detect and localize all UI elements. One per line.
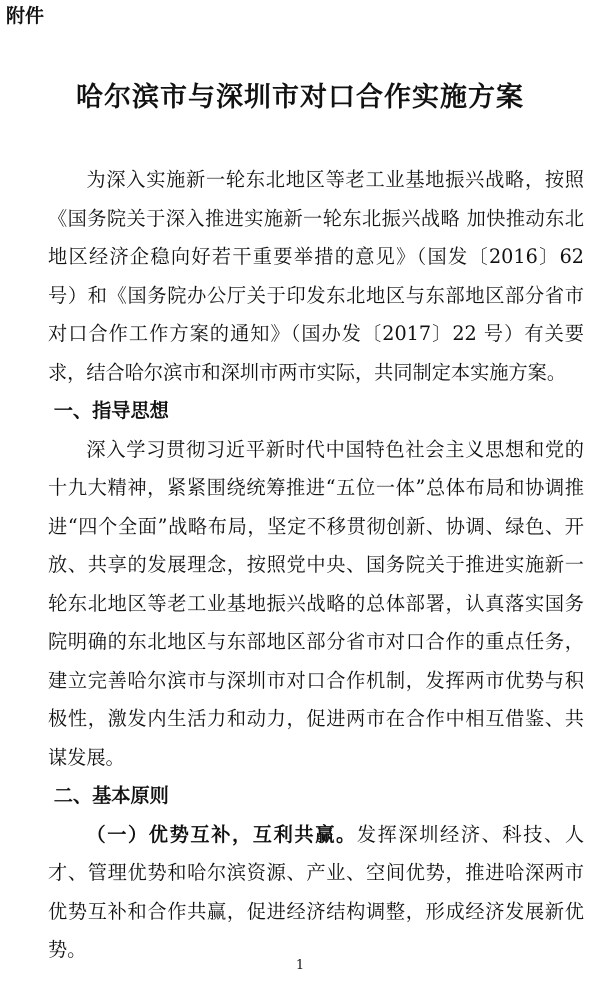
principle-text: 发挥深圳经济、科技、人才、管理优势和哈尔滨资源、产业、空间优势，推进哈深两市优势互补和合作共赢，促进经济结构调整，形成经济发展新优势。 [48,822,585,961]
section-heading-basic-principles: 二、基本原则 [53,784,169,807]
page-number: 1 [295,958,305,973]
document-title: 哈尔滨市与深圳市对口合作实施方案 [76,82,524,113]
principle-subheading: （一）优势互补，互利共赢。 [86,822,357,846]
intro-paragraph: 为深入实施新一轮东北地区等老工业基地振兴战略，按照《国务院关于深入推进实施新一轮东北振兴战略 加快推动东北地区经济企稳向好若干重要举措的意见》（国发〔2016〕62 号）和《国务院办公厅关于印发东北地区与东部地区部分省市对口合作工作方案的通知》（国办发〔2017〕22 号）有关要求，结合哈尔滨市和深圳市两市实际，共同制定本实施方案。 [48,168,584,384]
section-paragraph-basic-principles [48,816,584,970]
attachment-label: 附件 [6,5,45,27]
section-heading-guiding-ideology: 一、指导思想 [53,399,169,422]
document-body [48,161,584,970]
section-paragraph-guiding-ideology: 深入学习贯彻习近平新时代中国特色社会主义思想和党的十九大精神，紧紧围绕统筹推进“五位一体”总体布局和协调推进“四个全面”战略布局，坚定不移贯彻创新、协调、绿色、开放、共享的发展理念，按照党中央、国务院关于推进实施新一轮东北地区等老工业基地振兴战略的总体部署，认真落实国务院明确的东北地区与东部地区部分省市对口合作的重点任务，建立完善哈尔滨市与深圳市对口合作机制，发挥两市优势与积极性，激发内生活力和动力，促进两市在合作中相互借鉴、共谋发展。 [48,437,584,769]
